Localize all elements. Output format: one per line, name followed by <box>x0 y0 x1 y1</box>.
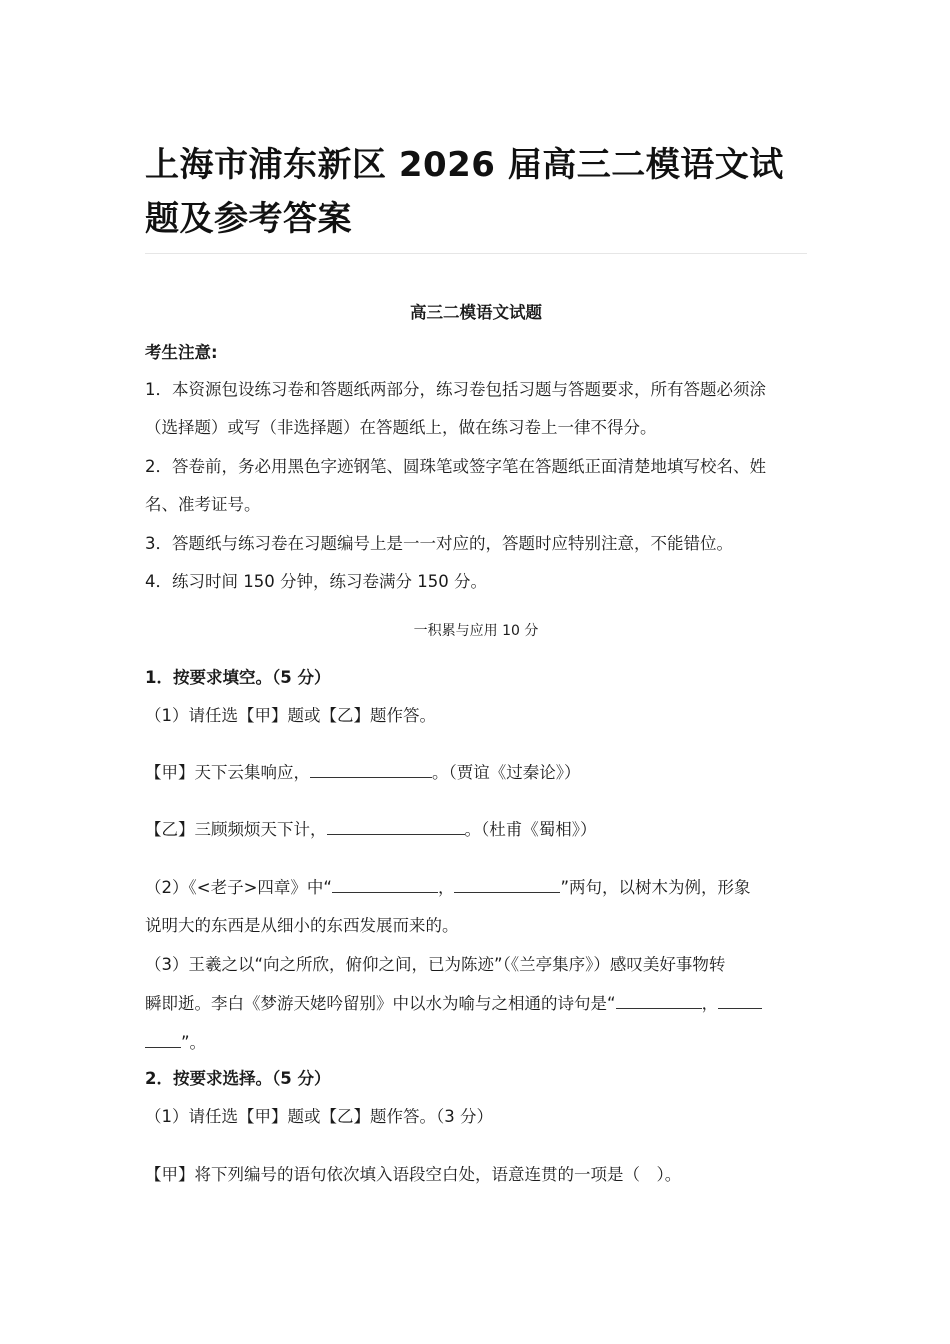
document-title: 上海市浦东新区 2026 届高三二模语文试题及参考答案 <box>145 145 784 239</box>
answer-blank[interactable] <box>718 992 762 1009</box>
jia-text: 【甲】天下云集响应， <box>145 763 310 782</box>
question-2-heading: 2．按要求选择。（5 分） <box>145 1069 331 1088</box>
answer-blank[interactable] <box>616 992 702 1009</box>
part-2-comma: ， <box>437 878 455 897</box>
answer-blank[interactable] <box>454 876 560 893</box>
question-1-yi <box>145 818 597 842</box>
question-1-part-3: （3）王羲之以“向之所欣，俯仰之间，已为陈迹”（《兰亭集序》）感叹美好事物转 <box>145 955 726 974</box>
answer-blank[interactable] <box>332 876 438 893</box>
question-1-part-2-cont: 说明大的东西是从细小的东西发展而来的。 <box>145 916 459 935</box>
yi-text: 【乙】三顾频烦天下计， <box>145 820 327 839</box>
question-1-part-2 <box>145 876 751 900</box>
notice-line: 1．本资源包设练习卷和答题纸两部分，练习卷包括习题与答题要求，所有答题必须涂 <box>145 380 766 399</box>
question-1-part-1: （1）请任选【甲】题或【乙】题作答。 <box>145 706 436 725</box>
yi-source: 。（杜甫《蜀相》） <box>464 820 597 839</box>
answer-blank-cont[interactable] <box>145 1031 181 1048</box>
exam-subtitle: 高三二模语文试题 <box>410 303 542 322</box>
question-2-part-1: （1）请任选【甲】题或【乙】题作答。（3 分） <box>145 1107 493 1126</box>
answer-blank[interactable] <box>327 818 465 835</box>
question-1-heading: 1．按要求填空。（5 分） <box>145 668 331 687</box>
section-heading: 一积累与应用 10 分 <box>413 623 539 639</box>
jia-source: 。（贾谊《过秦论》） <box>432 763 581 782</box>
notice-line: 4．练习时间 150 分钟，练习卷满分 150 分。 <box>145 572 487 591</box>
part-3-comma: ， <box>701 994 719 1013</box>
title-divider <box>145 253 807 254</box>
notice-line: （选择题）或写（非选择题）在答题纸上，做在练习卷上一律不得分。 <box>145 418 657 437</box>
notice-line: 3．答题纸与练习卷在习题编号上是一一对应的，答题时应特别注意，不能错位。 <box>145 534 733 553</box>
part-2-text: ”两句，以树木为例，形象 <box>560 878 751 897</box>
answer-blank[interactable] <box>310 761 432 778</box>
question-2-jia: 【甲】将下列编号的语句依次填入语段空白处，语意连贯的一项是（ ）。 <box>145 1165 682 1184</box>
part-3-text: 瞬即逝。李白《梦游天姥吟留别》中以水为喻与之相通的诗句是“ <box>145 994 616 1013</box>
question-1-jia <box>145 761 581 785</box>
notice-heading: 考生注意: <box>145 343 218 362</box>
part-2-text: （2）《<老子>四章》中“ <box>145 878 332 897</box>
notice-line: 2．答卷前，务必用黑色字迹钢笔、圆珠笔或签字笔在答题纸正面清楚地填写校名、姓 <box>145 457 766 476</box>
question-1-part-3-cont <box>145 992 762 1016</box>
part-3-end: ”。 <box>181 1033 207 1052</box>
notice-line: 名、准考证号。 <box>145 495 261 514</box>
question-1-part-3-end <box>145 1031 206 1055</box>
